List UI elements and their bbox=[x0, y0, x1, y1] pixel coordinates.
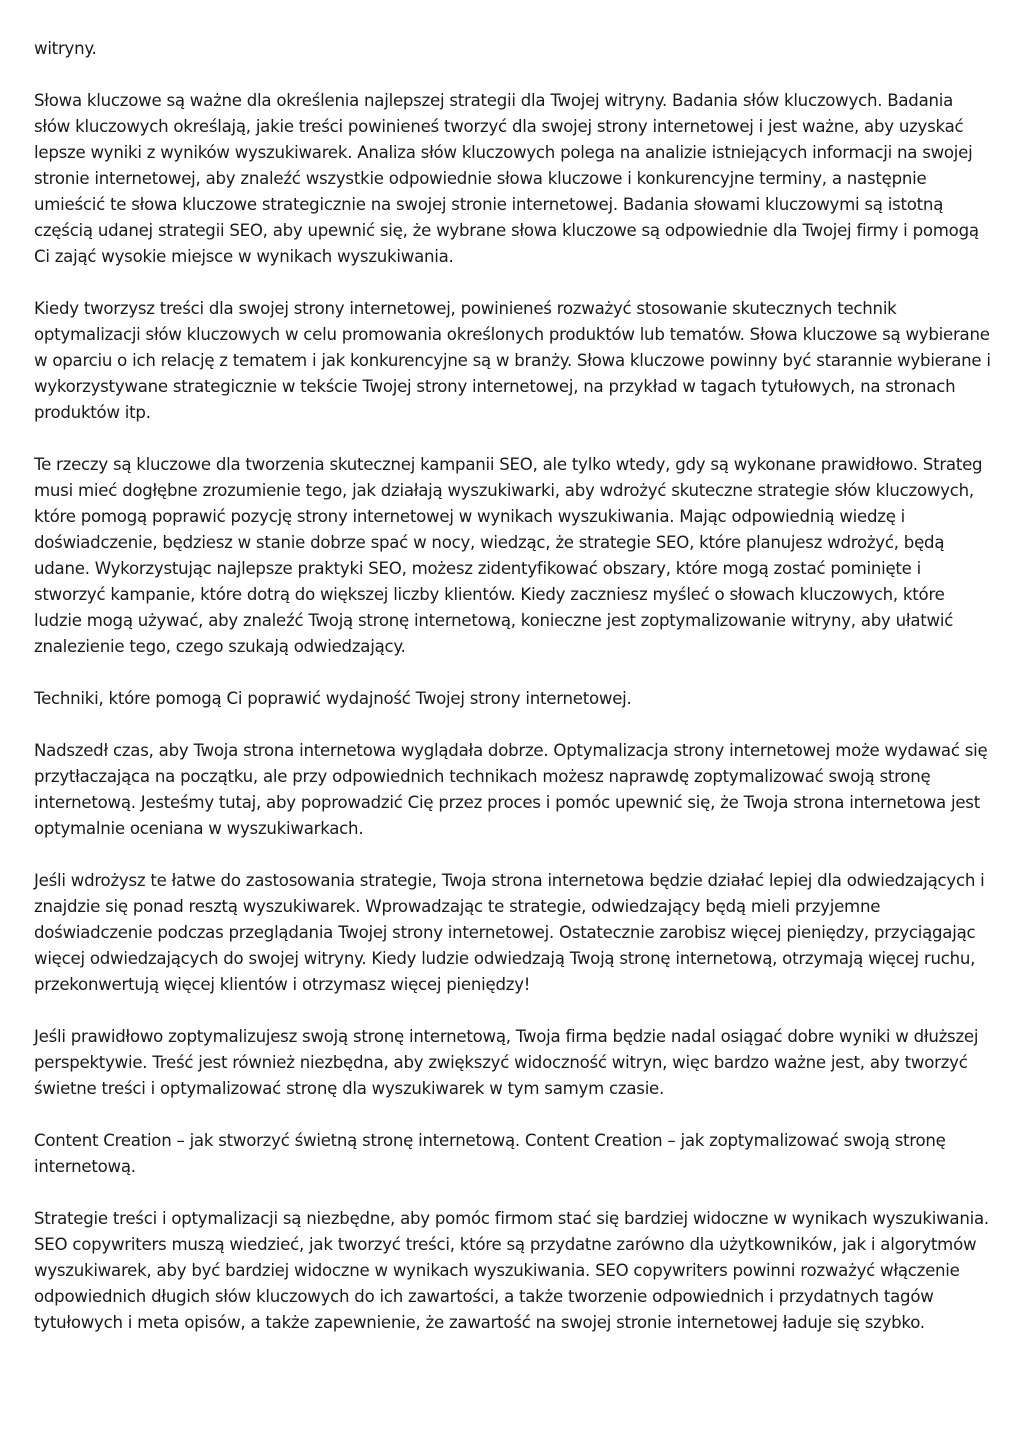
document-body bbox=[34, 36, 994, 1362]
paragraph: Content Creation – jak stworzyć świetną stronę internetową. Content Creation – jak zoptymalizować swoją stronę internetową. bbox=[34, 1131, 946, 1176]
paragraph: Te rzeczy są kluczowe dla tworzenia skutecznej kampanii SEO, ale tylko wtedy, gdy są wykonane prawidłowo. Strateg musi mieć dogłębne zrozumienie tego, jak działają wyszukiwarki, aby wdrożyć skuteczne strategie słów kluczowych, które pomogą poprawić pozycję strony internetowej w wynikach wyszukiwania. Mając odpowiednią wiedzę i doświadczenie, będziesz w stanie dobrze spać w nocy, wiedząc, że strategie SEO, które planujesz wdrożyć, będą udane. Wykorzystując najlepsze praktyki SEO, możesz zidentyfikować obszary, które mogą zostać pominięte i stworzyć kampanie, które dotrą do większej liczby klientów. Kiedy zaczniesz myśleć o słowach kluczowych, które ludzie mogą używać, aby znaleźć Twoją stronę internetową, konieczne jest zoptymalizowanie witryny, aby ułatwić znalezienie tego, czego szukają odwiedzający. bbox=[34, 455, 983, 656]
paragraph: witryny. bbox=[34, 39, 97, 58]
paragraph: Kiedy tworzysz treści dla swojej strony internetowej, powinieneś rozważyć stosowanie skutecznych technik optymalizacji słów kluczowych w celu promowania określonych produktów lub tematów. Słowa kluczowe są wybierane w oparciu o ich relację z tematem i jak konkurencyjne są w branży. Słowa kluczowe powinny być starannie wybierane i wykorzystywane strategicznie w tekście Twojej strony internetowej, na przykład w tagach tytułowych, na stronach produktów itp. bbox=[34, 299, 991, 422]
paragraph: Strategie treści i optymalizacji są niezbędne, aby pomóc firmom stać się bardziej widoczne w wynikach wyszukiwania. SEO copywriters muszą wiedzieć, jak tworzyć treści, które są przydatne zarówno dla użytkowników, jak i algorytmów wyszukiwarek, aby być bardziej widoczne w wynikach wyszukiwania. SEO copywriters powinni rozważyć włączenie odpowiednich długich słów kluczowych do ich zawartości, a także tworzenie odpowiednich i przydatnych tagów tytułowych i meta opisów, a także zapewnienie, że zawartość na swojej stronie internetowej ładuje się szybko. bbox=[34, 1209, 989, 1332]
paragraph: Jeśli prawidłowo zoptymalizujesz swoją stronę internetową, Twoja firma będzie nadal osiągać dobre wyniki w dłuższej perspektywie. Treść jest również niezbędna, aby zwiększyć widoczność witryn, więc bardzo ważne jest, aby tworzyć świetne treści i optymalizować stronę dla wyszukiwarek w tym samym czasie. bbox=[34, 1027, 979, 1098]
paragraph: Jeśli wdrożysz te łatwe do zastosowania strategie, Twoja strona internetowa będzie działać lepiej dla odwiedzających i znajdzie się ponad resztą wyszukiwarek. Wprowadzając te strategie, odwiedzający będą mieli przyjemne doświadczenie podczas przeglądania Twojej strony internetowej. Ostatecznie zarobisz więcej pieniędzy, przyciągając więcej odwiedzających do swojej witryny. Kiedy ludzie odwiedzają Twoją stronę internetową, otrzymają więcej ruchu, przekonwertują więcej klientów i otrzymasz więcej pieniędzy! bbox=[34, 871, 985, 994]
paragraph: Techniki, które pomogą Ci poprawić wydajność Twojej strony internetowej. bbox=[34, 689, 632, 708]
paragraph: Nadszedł czas, aby Twoja strona internetowa wyglądała dobrze. Optymalizacja strony internetowej może wydawać się przytłaczająca na początku, ale przy odpowiednich technikach możesz naprawdę zoptymalizować swoją stronę internetową. Jesteśmy tutaj, aby poprowadzić Cię przez proces i pomóc upewnić się, że Twoja strona internetowa jest optymalnie oceniana w wyszukiwarkach. bbox=[34, 741, 988, 838]
paragraph: Słowa kluczowe są ważne dla określenia najlepszej strategii dla Twojej witryny. Badania słów kluczowych. Badania słów kluczowych określają, jakie treści powinieneś tworzyć dla swojej strony internetowej i jest ważne, aby uzyskać lepsze wyniki z wyników wyszukiwarek. Analiza słów kluczowych polega na analizie istniejących informacji na swojej stronie internetowej, aby znaleźć wszystkie odpowiednie słowa kluczowe i konkurencyjne terminy, a następnie umieścić te słowa kluczowe strategicznie na swojej stronie internetowej. Badania słowami kluczowymi są istotną częścią udanej strategii SEO, aby upewnić się, że wybrane słowa kluczowe są odpowiednie dla Twojej firmy i pomogą Ci zająć wysokie miejsce w wynikach wyszukiwania. bbox=[34, 91, 979, 266]
